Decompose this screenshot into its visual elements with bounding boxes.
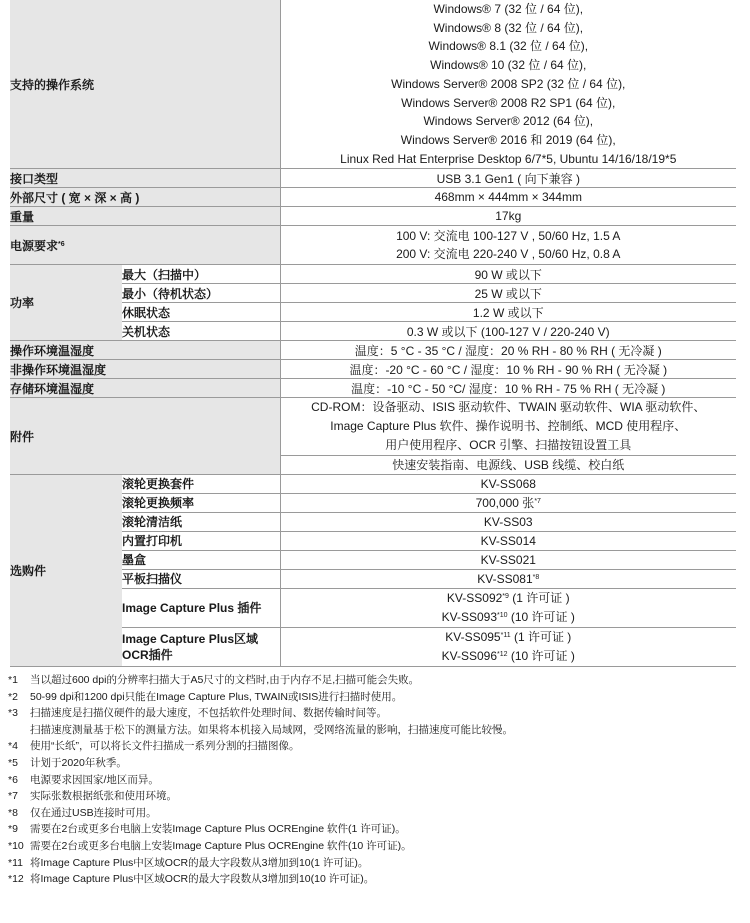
- power-requirement-text: 电源要求: [10, 238, 59, 253]
- option-sub-label: 滚轮更换套件: [122, 474, 280, 493]
- label-power-requirement: [10, 226, 280, 265]
- option-note: *11: [500, 631, 511, 639]
- option-license: (1 许可证 ): [508, 590, 570, 605]
- footnote-mark: *6: [8, 773, 18, 786]
- option-note: *12: [497, 650, 508, 658]
- footnote: [8, 871, 738, 888]
- power-sub-label: 关机状态: [122, 322, 280, 341]
- accessory-line: CD-ROM：设备驱动、ISIS 驱动软件、TWAIN 驱动软件、WIA 驱动软件、: [311, 400, 706, 415]
- row-env-operating: [10, 341, 736, 360]
- label-os: 支持的操作系统: [10, 0, 280, 169]
- accessory-line: 用户使用程序、OCR 引擎、扫描按钮设置工具: [385, 437, 632, 452]
- row-power-max: [10, 265, 736, 284]
- option-code: KV-SS092: [446, 590, 503, 605]
- footnote: [8, 705, 738, 722]
- value-accessories-2: 快速安装指南、电源线、USB 线缆、校白纸: [280, 455, 736, 474]
- os-line: Windows® 8.1 (32 位 / 64 位),: [428, 39, 589, 54]
- option-line: [281, 608, 737, 627]
- footnote-mark: *5: [8, 756, 18, 769]
- footnote-mark: *12: [8, 873, 24, 886]
- option-value: [280, 493, 736, 512]
- power-value: 25 W 或以下: [280, 284, 736, 303]
- os-line: Windows® 7 (32 位 / 64 位),: [433, 2, 584, 16]
- os-line: Windows Server® 2016 和 2019 (64 位),: [400, 132, 616, 147]
- option-license: (1 许可证 ): [510, 629, 572, 644]
- option-sub-label: 内置打印机: [122, 531, 280, 550]
- option-sub-label: Image Capture Plus 插件: [122, 588, 280, 627]
- option-line: [281, 628, 737, 647]
- option-sub-label: 平板扫描仪: [122, 569, 280, 588]
- power-sub-label: 休眠状态: [122, 303, 280, 322]
- footnote: [8, 805, 738, 822]
- footnote-text: 扫描速度测量基于松下的测量方法。如果将本机接入局域网，受网络流量的影响，扫描速度可能比较慢。: [30, 723, 513, 736]
- label-weight: 重量: [10, 207, 280, 226]
- option-sub-label: [122, 627, 280, 666]
- value-env-storage: 温度：-10 °C - 50 °C/ 湿度：10 % RH - 75 % RH ( 无冷凝 ): [280, 379, 736, 398]
- row-accessories: [10, 398, 736, 455]
- option-license: (10 许可证 ): [507, 609, 575, 624]
- option-sub-label: 滚轮清洁纸: [122, 512, 280, 531]
- row-env-storage: [10, 379, 736, 398]
- os-line: Windows Server® 2008 SP2 (32 位 / 64 位),: [391, 76, 626, 91]
- os-line: Windows Server® 2008 R2 SP1 (64 位),: [401, 95, 616, 110]
- option-code: KV-SS093: [441, 609, 498, 624]
- footnote-text: 将Image Capture Plus中区域OCR的最大字段数从3增加到10(1 许可证)。: [30, 856, 369, 869]
- footnote-mark: *10: [8, 839, 24, 852]
- power-line: 100 V: 交流电 100-127 V , 50/60 Hz, 1.5 A: [396, 228, 621, 243]
- power-value: 90 W 或以下: [280, 265, 736, 284]
- footnote: [8, 738, 738, 755]
- accessory-line: Image Capture Plus 软件、操作说明书、控制纸、MCD 使用程序、: [330, 419, 687, 434]
- footnote-mark: *7: [8, 790, 18, 803]
- footnote-mark: *2: [8, 690, 18, 703]
- os-line: Windows® 8 (32 位 / 64 位),: [433, 20, 584, 35]
- footnote: [8, 755, 738, 772]
- ocr-label-line: OCR插件: [122, 647, 173, 662]
- footnote-mark: *4: [8, 740, 18, 753]
- value-power-requirement: [280, 226, 736, 265]
- row-weight: [10, 207, 736, 226]
- option-value-text: 700,000 张: [475, 496, 535, 511]
- label-env-operating: 操作环境温湿度: [10, 341, 280, 360]
- footnote-text: 计划于2020年秋季。: [30, 756, 127, 769]
- footnote-text: 扫描速度是扫描仪硬件的最大速度，不包括软件处理时间、数据传输时间等。: [30, 707, 387, 720]
- option-sub-label: 墨盒: [122, 550, 280, 569]
- option-sub-label: 滚轮更换频率: [122, 493, 280, 512]
- footnote-text: 50-99 dpi和1200 dpi只能在Image Capture Plus, TWAIN或ISIS进行扫描时使用。: [30, 690, 403, 703]
- row-os: [10, 0, 736, 169]
- footnote: [8, 722, 738, 739]
- option-note: *7: [534, 498, 541, 506]
- footnote-text: 使用“长纸”，可以将长文件扫描成一系列分割的扫描图像。: [30, 740, 300, 753]
- label-options: 选购件: [10, 474, 122, 666]
- footnote-text: 需要在2台或更多台电脑上安装Image Capture Plus OCREngine 软件(10 许可证)。: [30, 839, 412, 852]
- option-plugin-values: [280, 588, 736, 627]
- power-sub-label: 最小（待机状态）: [122, 284, 280, 303]
- value-os: [280, 0, 736, 169]
- os-line: Linux Red Hat Enterprise Desktop 6/7*5, Ubuntu 14/16/18/19*5: [340, 151, 677, 166]
- value-env-operating: 温度：5 °C - 35 °C / 湿度：20 % RH - 80 % RH ( 无冷凝 ): [280, 341, 736, 360]
- row-dimensions: [10, 188, 736, 207]
- footnote-mark: *3: [8, 707, 18, 720]
- power-line: 200 V: 交流电 220-240 V , 50/60 Hz, 0.8 A: [396, 247, 621, 262]
- footnote-text: 实际张数根据纸张和使用环境。: [30, 790, 177, 803]
- option-value-text: KV-SS081: [477, 571, 533, 586]
- label-dimensions: 外部尺寸 ( 宽 × 深 × 高 ): [10, 188, 280, 207]
- ocr-label-line: Image Capture Plus区域: [122, 631, 259, 646]
- option-ocr-values: [280, 627, 736, 666]
- option-value: [280, 569, 736, 588]
- spec-table: [10, 0, 736, 667]
- footnote: [8, 821, 738, 838]
- footnote-mark: *9: [8, 823, 18, 836]
- footnote: [8, 788, 738, 805]
- value-interface: USB 3.1 Gen1 ( 向下兼容 ): [280, 169, 736, 188]
- option-note: *10: [497, 611, 508, 619]
- value-weight: 17kg: [280, 207, 736, 226]
- footnote-mark: *11: [8, 856, 23, 869]
- power-value: 0.3 W 或以下 (100-127 V / 220-240 V): [280, 322, 736, 341]
- row-option: [10, 474, 736, 493]
- value-env-non-operating: 温度：-20 °C - 60 °C / 湿度：10 % RH - 90 % RH ( 无冷凝 ): [280, 360, 736, 379]
- footnote: [8, 855, 738, 872]
- footnote-mark: [8, 722, 30, 739]
- footnote-mark: *1: [8, 674, 18, 686]
- option-note: *9: [502, 592, 509, 600]
- option-value: KV-SS014: [280, 531, 736, 550]
- footnote: [8, 772, 738, 789]
- label-env-non-operating: 非操作环境温湿度: [10, 360, 280, 379]
- option-code: KV-SS095: [445, 629, 501, 644]
- option-value: KV-SS021: [280, 550, 736, 569]
- option-line: [281, 589, 737, 608]
- option-license: (10 许可证 ): [507, 648, 575, 663]
- row-power-requirement: [10, 226, 736, 265]
- value-dimensions: 468mm × 444mm × 344mm: [280, 188, 736, 207]
- option-line: [281, 647, 737, 666]
- footnote-mark: *8: [8, 806, 18, 819]
- os-line: Windows Server® 2012 (64 位),: [423, 114, 594, 129]
- label-power: 功率: [10, 265, 122, 341]
- power-requirement-note: *6: [58, 240, 65, 248]
- power-sub-label: 最大（扫描中）: [122, 265, 280, 284]
- footnote: [8, 838, 738, 855]
- footnote-text: 当以超过600 dpi的分辨率扫描大于A5尺寸的文档时,由于内存不足,扫描可能会失败。: [30, 674, 420, 686]
- footnote: [8, 672, 738, 689]
- label-accessories: 附件: [10, 398, 280, 474]
- footnote: [8, 689, 738, 706]
- footnote-text: 需要在2台或更多台电脑上安装Image Capture Plus OCREngine 软件(1 许可证)。: [30, 823, 406, 836]
- option-value: KV-SS068: [280, 474, 736, 493]
- option-note: *8: [532, 573, 540, 581]
- footnotes: [8, 672, 738, 888]
- footnote-text: 将Image Capture Plus中区域OCR的最大字段数从3增加到10(10 许可证)。: [30, 873, 375, 886]
- option-code: KV-SS096: [441, 648, 498, 663]
- footnote-text: 仅在通过USB连接时可用。: [30, 806, 157, 819]
- row-env-non-operating: [10, 360, 736, 379]
- label-interface: 接口类型: [10, 169, 280, 188]
- power-value: 1.2 W 或以下: [280, 303, 736, 322]
- option-value: KV-SS03: [280, 512, 736, 531]
- os-line: Windows® 10 (32 位 / 64 位),: [430, 58, 587, 73]
- row-interface: [10, 169, 736, 188]
- label-env-storage: 存储环境温湿度: [10, 379, 280, 398]
- value-accessories: [280, 398, 736, 455]
- footnote-text: 电源要求因国家/地区而异。: [30, 773, 159, 786]
